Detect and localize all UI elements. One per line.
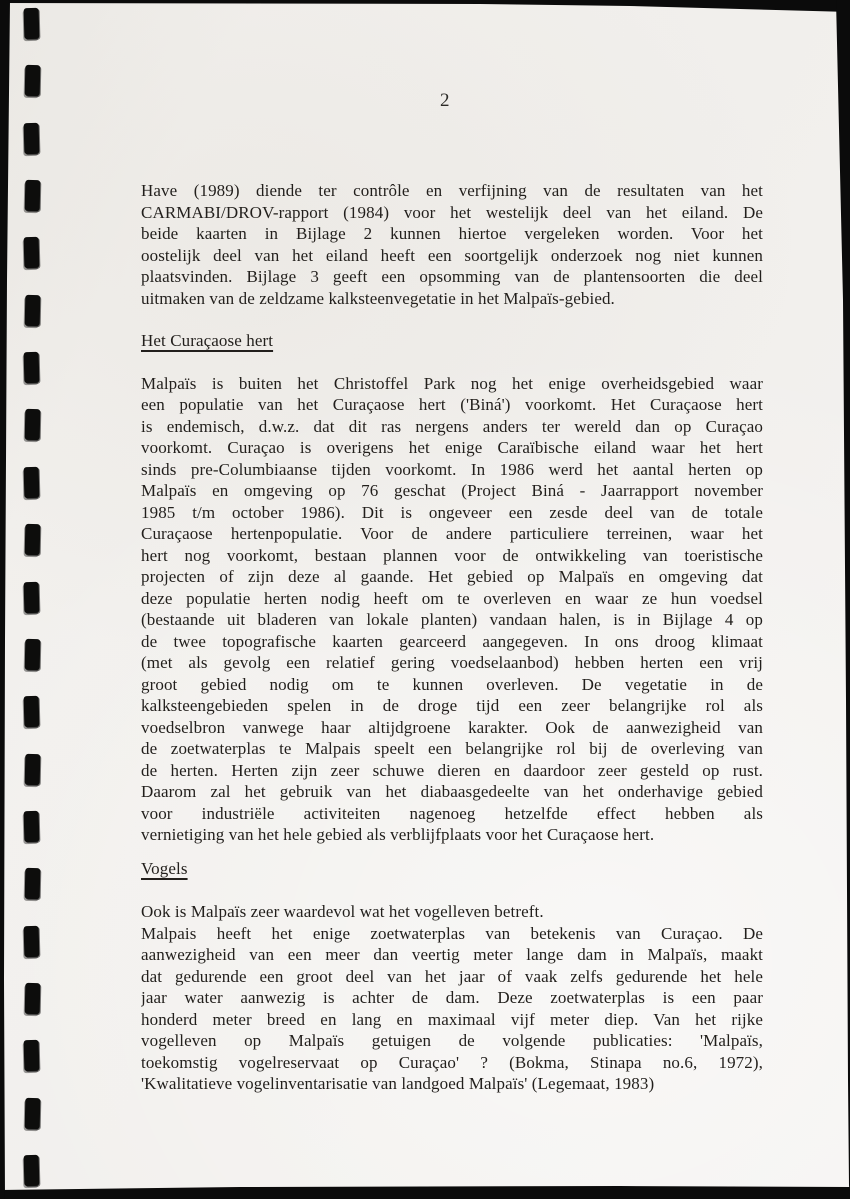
text-line: Have (1989) diende ter contrôle en verfijning van de resultaten van het bbox=[141, 181, 763, 200]
text-line: Curaçaose hertenpopulatie. Voor de andere particuliere terreinen, waar het bbox=[141, 524, 763, 543]
text-line: oostelijk deel van het eiland heeft een soortgelijk onderzoek nog niet kunnen bbox=[141, 245, 763, 265]
text-line: de twee topografische kaarten gearceerd aangegeven. In ons droog klimaat bbox=[141, 631, 763, 651]
binding-hole bbox=[25, 295, 41, 326]
paragraph bbox=[141, 180, 763, 309]
text-line: Malpaïs is buiten het Christoffel Park nog het enige overheidsgebied waar bbox=[141, 373, 763, 393]
text-line: voedselbron vanwege haar altijdgroene karakter. Ook de aanwezigheid van bbox=[141, 717, 763, 737]
binding-hole bbox=[24, 8, 40, 39]
text-line: Ook is Malpaïs zeer waardevol wat het vogelleven betreft. bbox=[141, 902, 544, 921]
text-line: Daarom zal het gebruik van het diabaasgedeelte van het onderhavige gebied bbox=[141, 782, 763, 801]
text-line: deze populatie herten nodig heeft om te overleven en waar ze hun voedsel bbox=[141, 588, 763, 608]
section-heading: Vogels bbox=[141, 858, 188, 878]
binding-hole bbox=[24, 1040, 40, 1071]
text-line: (bestaande uit bladeren van lokale planten) vandaan halen, is in Bijlage 4 op bbox=[141, 610, 763, 629]
text-column bbox=[141, 180, 763, 1095]
binding-hole bbox=[25, 639, 41, 670]
binding-hole bbox=[25, 524, 41, 555]
binding-hole bbox=[24, 1155, 40, 1186]
text-line: een populatie van het Curaçaose hert ('Biná') voorkomt. Het Curaçaose hert bbox=[141, 395, 763, 414]
text-line: sinds pre-Columbiaanse tijden voorkomt. In 1986 werd het aantal herten op bbox=[141, 459, 763, 479]
text-line: de herten. Herten zijn zeer schuwe dieren en daardoor zeer gesteld op rust. bbox=[141, 760, 763, 780]
text-line: voor industriële activiteiten nagenoeg hetzelfde effect hebben als bbox=[141, 803, 763, 823]
binding-hole bbox=[25, 409, 41, 440]
text-line: vogelleven op Malpaïs getuigen de volgende publicaties: 'Malpaïs, bbox=[141, 1031, 763, 1050]
binding-hole bbox=[25, 180, 41, 211]
paragraph bbox=[141, 373, 763, 846]
text-line: Malpaïs en omgeving op 76 geschat (Project Biná - Jaarrapport november bbox=[141, 481, 763, 500]
binding-hole bbox=[25, 983, 41, 1014]
text-line: uitmaken van de zeldzame kalksteenvegetatie in het Malpaïs-gebied. bbox=[141, 288, 615, 308]
binding-hole bbox=[24, 811, 40, 842]
paragraph bbox=[141, 901, 763, 1095]
page-number: 2 bbox=[440, 90, 450, 111]
binding-hole bbox=[25, 1098, 41, 1129]
text-line: CARMABI/DROV-rapport (1984) voor het westelijk deel van het eiland. De bbox=[141, 202, 763, 222]
text-line: Malpais heeft het enige zoetwaterplas van betekenis van Curaçao. De bbox=[141, 923, 763, 943]
text-line: 1985 t/m october 1986). Dit is ongeveer een zesde deel van de totale bbox=[141, 502, 763, 522]
text-line: voorkomt. Curaçao is overigens het enige Caraïbische eiland waar het hert bbox=[141, 438, 763, 457]
text-line: vernietiging van het hele gebied als verblijfplaats voor het Curaçaose hert. bbox=[141, 825, 655, 844]
binding-hole bbox=[24, 123, 40, 154]
binding-hole bbox=[24, 467, 40, 498]
binding-hole bbox=[24, 696, 40, 727]
text-line: (met als gevolg een relatief gering voedselaanbod) hebben herten een vrij bbox=[141, 653, 763, 672]
text-line: de zoetwaterplas te Malpais speelt een belangrijke rol bij de overleving van bbox=[141, 739, 763, 758]
binding-hole bbox=[24, 582, 40, 613]
text-line: 'Kwalitatieve vogelinventarisatie van landgoed Malpaïs' (Legemaat, 1983) bbox=[141, 1074, 655, 1093]
binding-hole bbox=[24, 237, 40, 268]
text-line: groot gebied nodig om te kunnen overleven. De vegetatie in de bbox=[141, 674, 763, 694]
binding-hole bbox=[25, 754, 41, 785]
text-line: projecten of zijn deze al gaande. Het gebied op Malpaïs en omgeving dat bbox=[141, 567, 763, 586]
text-line: honderd meter breed en lang en maximaal vijf meter diep. Van het rijke bbox=[141, 1009, 763, 1029]
binding-hole bbox=[25, 868, 41, 899]
text-line: plaatsvinden. Bijlage 3 geeft een opsomming van de plantensoorten die deel bbox=[141, 267, 763, 286]
text-line: aanwezigheid van een meer dan veertig meter lange dam in Malpaïs, maakt bbox=[141, 945, 763, 964]
text-line: is endemisch, d.w.z. dat dit ras nergens anders ter wereld dan op Curaçao bbox=[141, 416, 763, 436]
binding-hole bbox=[24, 926, 40, 957]
binding-hole bbox=[24, 352, 40, 383]
text-line: beide kaarten in Bijlage 2 kunnen hiertoe vergeleken worden. Voor het bbox=[141, 224, 763, 243]
binding-hole bbox=[25, 65, 41, 96]
text-line: kalksteengebieden spelen in de droge tijd een zeer belangrijke rol als bbox=[141, 696, 763, 715]
section-heading: Het Curaçaose hert bbox=[141, 331, 274, 350]
text-line: jaar water aanwezig is achter de dam. Deze zoetwaterplas is een paar bbox=[141, 988, 763, 1007]
text-line: hert nog voorkomt, bestaan plannen voor de ontwikkeling van toeristische bbox=[141, 545, 763, 565]
text-line: dat gedurende een groot deel van het jaar of vaak zelfs gedurende het hele bbox=[141, 966, 763, 986]
text-line: toekomstig vogelreservaat op Curaçao' ? (Bokma, Stinapa no.6, 1972), bbox=[141, 1052, 763, 1072]
